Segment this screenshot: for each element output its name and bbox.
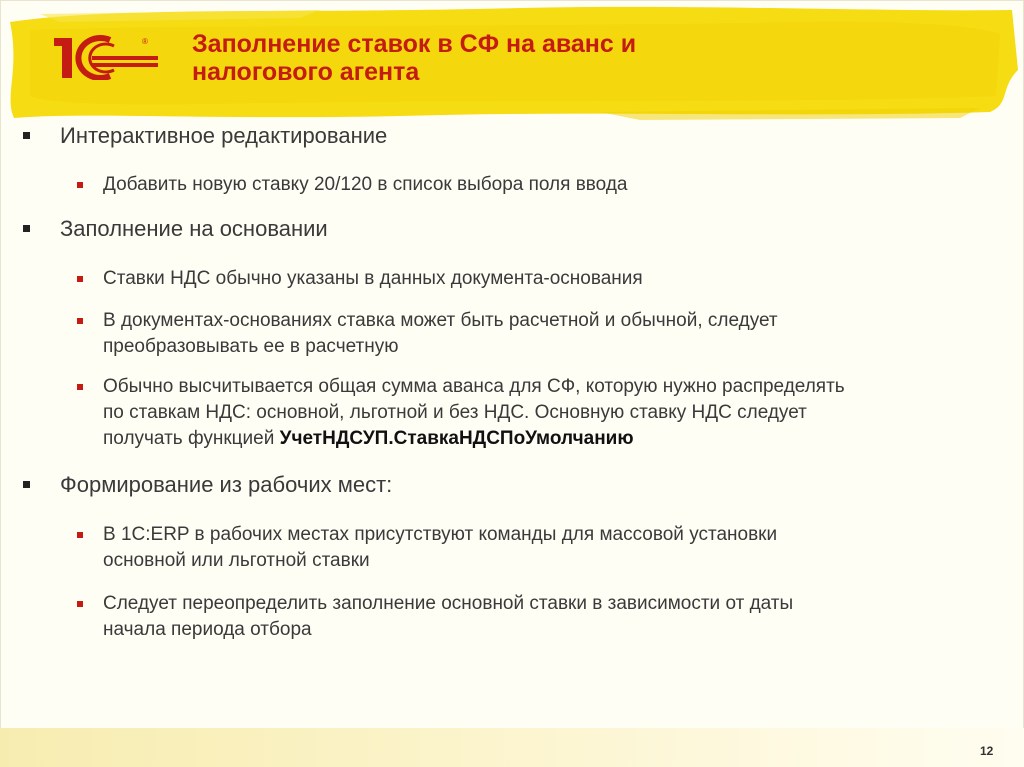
square-bullet-icon [77, 601, 83, 607]
square-bullet-icon [23, 481, 30, 488]
page-number: 12 [980, 744, 994, 758]
list-item: Обычно высчитывается общая сумма аванса для СФ, которую нужно распределять по ставкам НДС: основной, льготной и без НДС. Основную ставку НДС следует получать функцией УчетНДСУП.СтавкаНДСПоУмолчанию [103, 374, 983, 452]
square-bullet-icon [77, 318, 83, 324]
list-item: Ставки НДС обычно указаны в данных документа-основания [103, 266, 983, 292]
square-bullet-icon [77, 384, 83, 390]
list-item: Следует переопределить заполнение основной ставки в зависимости от даты начала периода отбора [103, 591, 983, 643]
title-line-2: налогового агента [192, 58, 420, 86]
list-item: В документах-основаниях ставка может быть расчетной и обычной, следует преобразовывать ее в расчетную [103, 308, 983, 360]
square-bullet-icon [23, 225, 30, 232]
square-bullet-icon [77, 276, 83, 282]
square-bullet-icon [23, 132, 30, 139]
function-name: УчетНДСУП.СтавкаНДСПоУмолчанию [279, 428, 634, 449]
list-item: Добавить новую ставку 20/120 в список выбора поля ввода [103, 172, 983, 198]
section-heading: Формирование из рабочих мест: [60, 472, 392, 498]
section-heading: Заполнение на основании [60, 216, 328, 242]
section-heading: Интерактивное редактирование [60, 123, 387, 149]
list-item: В 1С:ERP в рабочих местах присутствуют команды для массовой установки основной или льготной ставки [103, 522, 983, 574]
svg-text:®: ® [142, 37, 148, 46]
title-line-1: Заполнение ставок в СФ на аванс и [192, 30, 637, 58]
square-bullet-icon [77, 532, 83, 538]
square-bullet-icon [77, 182, 83, 188]
footer-band [0, 728, 1024, 767]
